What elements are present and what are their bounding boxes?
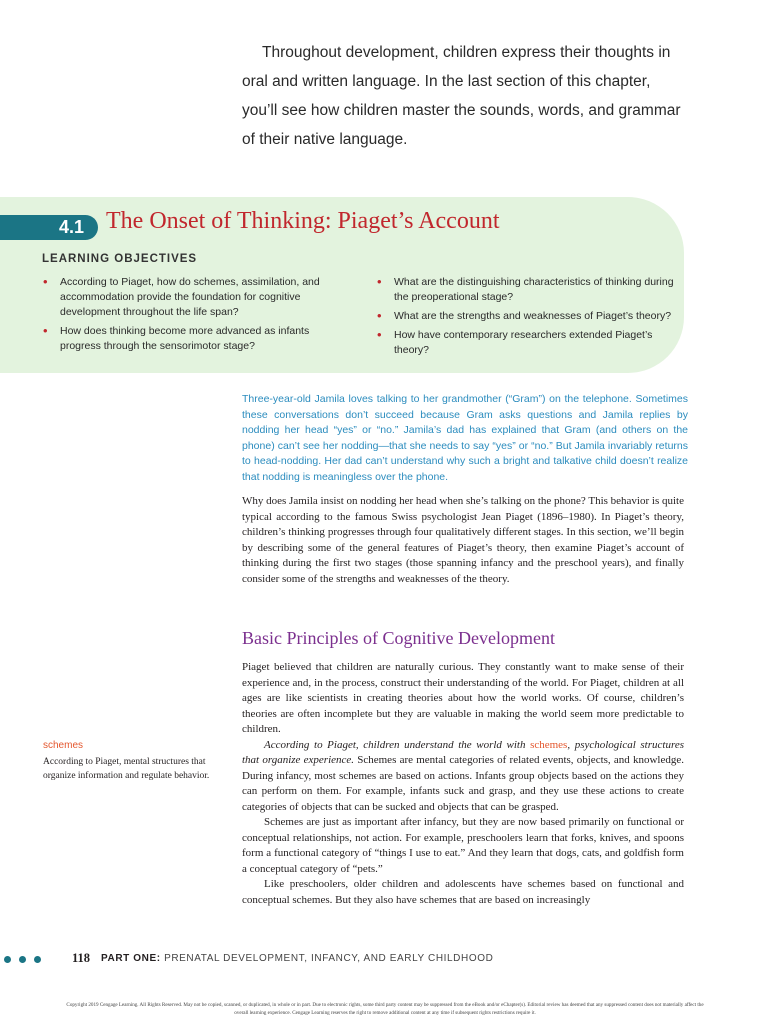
key-term-schemes: schemes: [530, 738, 568, 751]
part-title: PRENATAL DEVELOPMENT, INFANCY, AND EARLY CHILDHOOD: [164, 953, 494, 964]
objective-item: • How does thinking become more advanced as infants progress through the sensorimotor stage?: [42, 324, 344, 354]
objective-item: • What are the strengths and weaknesses of Piaget’s theory?: [376, 309, 676, 324]
objective-item: • How have contemporary researchers extended Piaget’s theory?: [376, 328, 676, 358]
footer-dot: [4, 956, 11, 963]
definition-rest: Schemes are mental categories of related events, objects, and knowledge. During infancy, most schemes are based on actions. Infants group objects based on the actions they can perform on them. For example, infants suck and grasp, and they use these actions to create categories of objects that can be sucked and objects that can be grasped.: [242, 754, 684, 813]
margin-glossary-term: schemes: [43, 740, 84, 751]
definition-italic: , psychological structures that organize experience.: [242, 738, 684, 766]
definition-lead: According to Piaget, children understand the world with: [264, 738, 531, 751]
running-footer: [101, 953, 493, 964]
learning-objectives-heading: LEARNING OBJECTIVES: [42, 253, 198, 265]
footer-dots: [4, 956, 41, 963]
page-number: 118: [72, 951, 91, 965]
subsection-heading: Basic Principles of Cognitive Development: [242, 628, 555, 648]
intro-paragraph: [242, 38, 688, 154]
learning-objectives-left: [42, 275, 344, 358]
opening-vignette: Three-year-old Jamila loves talking to her grandmother (“Gram”) on the telephone. Sometimes these conversations don’t succeed because Gram asks questions and Jamila replies by nodding her head “yes” or “no.” Jamila’s dad has explained that Gram (and others on the phone) can’t see her nodding—that she needs to say “yes” or “no.” But Jamila invariably returns to head-nodding. Her dad can’t understand why such a bright and talkative child doesn’t realize that nodding is meaningless over the phone.: [242, 393, 688, 483]
margin-glossary-definition: According to Piaget, mental structures that organize information and regulate behavior.: [43, 757, 210, 781]
learning-objectives-right: [376, 275, 676, 362]
intro-text: Throughout development, children express their thoughts in oral and written language. In the last section of this chapter, you’ll see how children master the sounds, words, and grammar of their native language.: [242, 44, 681, 148]
footer-dot: [19, 956, 26, 963]
body-intro-paragraph: Why does Jamila insist on nodding her head when she’s talking on the phone? This behavior is quite typical according to the famous Swiss psychologist Jean Piaget (1896–1980). In Piaget’s theory, children’s thinking progresses through four qualitatively different stages. In this section, we’ll begin by describing some of the general features of Piaget’s theory, then examine Piaget’s account of thinking during the first two stages (those spanning infancy and the preschool years), and finally consider some of the strengths and weaknesses of the theory.: [242, 495, 684, 585]
body-paragraph: Like preschoolers, older children and adolescents have schemes based on functional and conceptual schemes. But they also have schemes that are based on increasingly: [242, 878, 684, 906]
objective-item: • According to Piaget, how do schemes, assimilation, and accommodation provide the foundation for cognitive development throughout the life span?: [42, 275, 344, 320]
copyright-notice: Copyright 2019 Cengage Learning. All Rights Reserved. May not be copied, scanned, or duplicated, in whole or in part. Due to electronic rights, some third party content may be suppressed from the eBook and/or eChapter(s). Editorial review has deemed that any suppressed content does not materially affect the overall learning experience. Cengage Learning reserves the right to remove additional content at any time if subsequent rights restrictions require it.: [66, 1002, 704, 1016]
part-label: PART ONE:: [101, 953, 161, 964]
body-intro: [242, 494, 684, 587]
body-paragraph: Piaget believed that children are naturally curious. They constantly want to make sense of their experience and, in the process, construct their understanding of the world. For Piaget, children at all ages are like scientists in creating theories about how the world works. Of course, children’s theories are often incomplete but they are valuable in making the world seem more predictable to children.: [242, 661, 684, 735]
section-title: The Onset of Thinking: Piaget’s Account: [106, 208, 500, 234]
objective-item: • What are the distinguishing characteristics of thinking during the preoperational stage?: [376, 275, 676, 305]
subsection-body: [242, 660, 684, 908]
section-number-badge: 4.1: [0, 215, 98, 240]
body-paragraph: [242, 738, 684, 816]
footer-dot: [34, 956, 41, 963]
body-paragraph: Schemes are just as important after infancy, but they are now based primarily on functional or conceptual relationships, not action. For example, preschoolers learn that forks, knives, and spoons form a functional category of “things I use to eat.” And they learn that dogs, cats, and goldfish form a conceptual category of “pets.”: [242, 816, 684, 875]
